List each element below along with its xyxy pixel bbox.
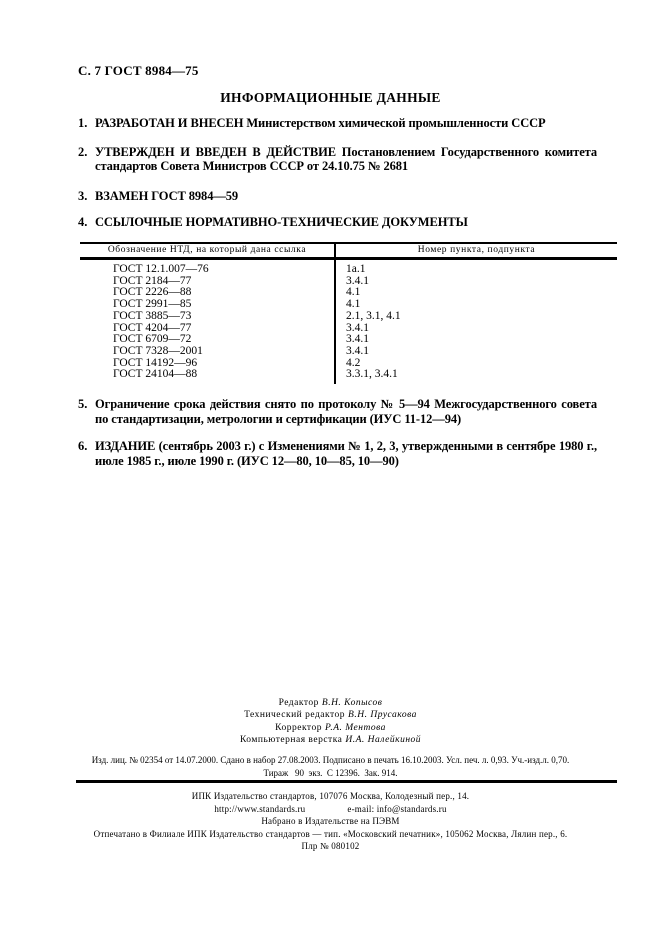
gost-ref: ГОСТ 2226—88 <box>80 287 335 299</box>
item-number: 2. <box>78 144 88 159</box>
table-row <box>80 369 617 384</box>
table-row <box>80 346 617 358</box>
publisher-footer <box>0 790 661 853</box>
page-title: ИНФОРМАЦИОННЫЕ ДАННЫЕ <box>220 90 441 105</box>
gost-ref: ГОСТ 14192—96 <box>80 358 335 370</box>
clause-ref: 3.4.1 <box>346 274 369 287</box>
credit-name: И.А. Налейкиной <box>345 734 422 745</box>
item-number: 3. <box>78 188 88 203</box>
clause-ref: 4.2 <box>346 356 361 369</box>
clause-ref: 3.4.1 <box>346 321 369 334</box>
credit-line <box>0 734 661 746</box>
gost-ref: ГОСТ 2184—77 <box>80 276 335 288</box>
credit-line <box>0 709 661 721</box>
item-text: ССЫЛОЧНЫЕ НОРМАТИВНО-ТЕХНИЧЕСКИЕ ДОКУМЕНТЫ <box>95 215 468 229</box>
content-area <box>78 116 597 468</box>
credit-name: В.Н. Копысов <box>321 698 383 708</box>
table-header-row <box>80 243 617 259</box>
table-row <box>80 259 617 276</box>
credit-role: Компьютерная верстка <box>239 734 343 745</box>
credit-name: Р.А. Ментова <box>324 722 386 733</box>
clause-ref: 3.3.1, 3.4.1 <box>346 368 398 381</box>
credit-role: Корректор <box>275 722 322 733</box>
item-number: 4. <box>78 215 88 229</box>
clause-ref: 2.1, 3.1, 4.1 <box>346 309 401 322</box>
publisher-email: e-mail: info@standards.ru <box>347 803 447 814</box>
gost-ref: ГОСТ 12.1.007—76 <box>80 259 335 276</box>
imprint-line: Изд. лиц. № 02354 от 14.07.2000. Сдано в набор 27.08.2003. Подписано в печать 16.10.2003. Усл. печ. л. 0,93. Уч.-изд.л. 0,70. <box>91 755 570 765</box>
gost-ref: ГОСТ 4204—77 <box>80 323 335 335</box>
printing-note: Отпечатано в Филиале ИПК Издательство стандартов — тип. «Московский печатник», 105062 Москва, Лялин пер., 6. <box>93 828 568 839</box>
plr-number: Плр № 080102 <box>301 841 360 852</box>
gost-ref: ГОСТ 7328—2001 <box>80 346 335 358</box>
reference-documents-table <box>80 242 617 385</box>
item-number: 6. <box>78 439 88 454</box>
credit-name: В.Н. Прусакова <box>348 710 417 721</box>
typeset-note: Набрано в Издательстве на ПЭВМ <box>261 816 400 827</box>
clause-ref: 4.1 <box>346 286 361 299</box>
gost-ref: ГОСТ 6709—72 <box>80 334 335 346</box>
list-item <box>78 439 597 468</box>
list-item <box>78 189 597 204</box>
column-header-clause: Номер пункта, подпункта <box>335 243 617 259</box>
publisher-contacts <box>0 803 661 816</box>
list-item <box>78 145 597 174</box>
item-number: 5. <box>78 397 88 412</box>
item-text: ВЗАМЕН ГОСТ 8984—59 <box>95 188 239 203</box>
credit-role: Редактор <box>278 698 319 708</box>
credit-line <box>0 722 661 734</box>
list-item <box>78 116 597 131</box>
list-item <box>78 215 597 230</box>
gost-ref: ГОСТ 24104—88 <box>80 369 335 384</box>
gost-ref: ГОСТ 3885—73 <box>80 311 335 323</box>
clause-ref: 4.1 <box>346 298 361 311</box>
list-item <box>78 397 597 426</box>
clause-ref: 3.4.1 <box>346 344 369 357</box>
imprint-line: Тираж 90 экз. С 12396. Зак. 914. <box>263 768 398 778</box>
credit-line <box>0 697 661 709</box>
column-header-ntd: Обозначение НТД, на который дана ссылка <box>80 243 335 259</box>
clause-ref: 3.4.1 <box>346 333 369 346</box>
item-text: УТВЕРЖДЕН И ВВЕДЕН В ДЕЙСТВИЕ Постановлением Государственного комитета стандартов Совета Министров СССР от 24.10.75 № 2681 <box>95 144 597 173</box>
publisher-website: http://www.standards.ru <box>214 803 306 814</box>
item-number: 1. <box>78 116 88 130</box>
horizontal-rule <box>76 780 617 783</box>
publisher-address: ИПК Издательство стандартов, 107076 Москва, Колодезный пер., 14. <box>191 791 470 801</box>
imprint-block <box>0 754 661 780</box>
item-text: ИЗДАНИЕ (сентябрь 2003 г.) с Изменениями № 1, 2, 3, утвержденными в сентябре 1980 г., июле 1985 г., июле 1990 г. (ИУС 12—80, 10—85, 10—90) <box>95 439 597 468</box>
item-text: Ограничение срока действия снято по протоколу № 5—94 Межгосударственного совета по стандартизации, метрологии и сертификации (ИУС 11-12—94) <box>95 397 597 426</box>
item-text: РАЗРАБОТАН И ВНЕСЕН Министерством химической промышленности СССР <box>95 116 546 130</box>
table-row <box>80 311 617 323</box>
gost-ref: ГОСТ 2991—85 <box>80 299 335 311</box>
clause-ref: 1а.1 <box>346 263 366 275</box>
page-number-header: С. 7 ГОСТ 8984—75 <box>78 63 199 78</box>
credits-block <box>0 697 661 746</box>
credit-role: Технический редактор <box>244 710 346 721</box>
